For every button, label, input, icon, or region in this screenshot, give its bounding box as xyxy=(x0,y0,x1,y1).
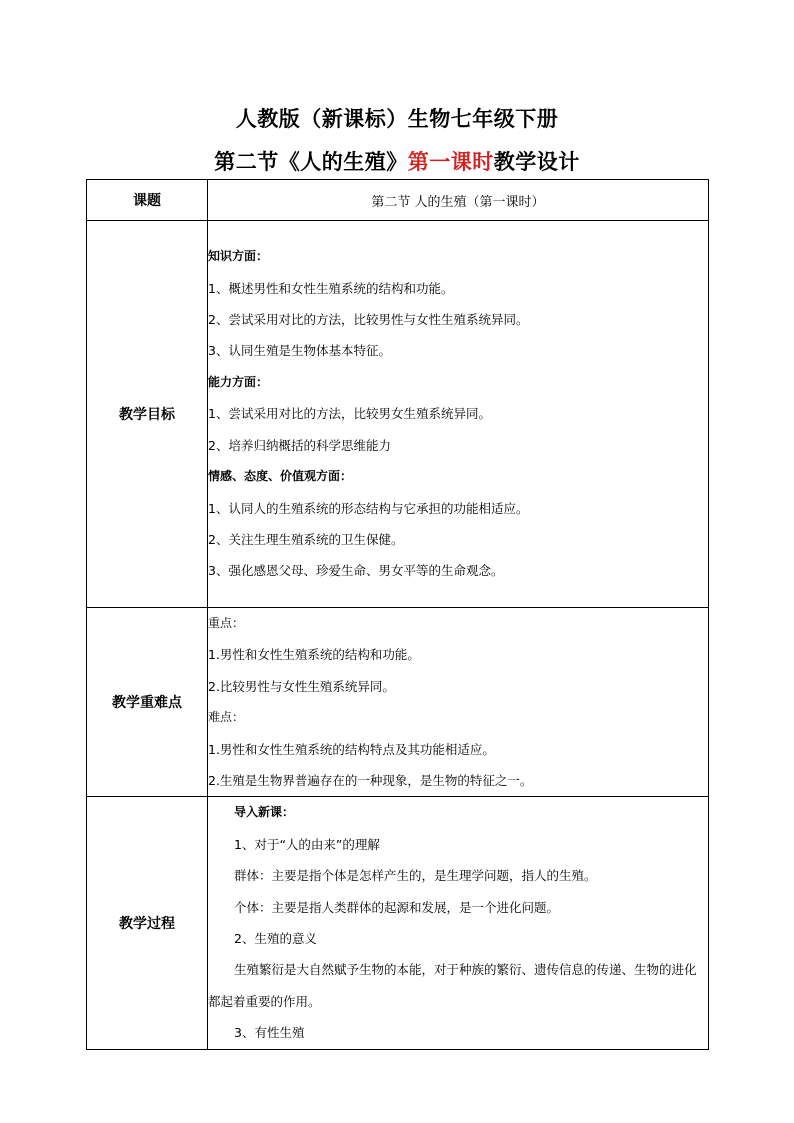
process-row xyxy=(87,797,709,1049)
topic-value: 第二节 人的生殖（第一课时） xyxy=(208,180,709,221)
objectives-label: 教学目标 xyxy=(87,221,208,608)
process-paragraph: 生殖繁衍是大自然赋予生物的本能，对于种族的繁衍、遗传信息的传递、生物的进化都起着重要的作用。 xyxy=(208,962,697,1009)
ability-item: 2、培养归纳概括的科学思维能力 xyxy=(208,437,391,453)
process-content xyxy=(208,797,709,1049)
difficult-heading: 难点： xyxy=(208,710,245,725)
process-item: 3、有性生殖 xyxy=(234,1025,305,1041)
subtitle-prefix: 第二节《人的生殖》 xyxy=(214,150,408,174)
difficult-item: 2.生殖是生物界普遍存在的一种现象，是生物的特征之一。 xyxy=(208,773,533,789)
process-item: 2、生殖的意义 xyxy=(234,931,317,947)
subtitle-highlight: 第一课时 xyxy=(407,150,494,174)
knowledge-item: 3、认同生殖是生物体基本特征。 xyxy=(208,343,391,359)
intro-heading: 导入新课： xyxy=(234,805,295,820)
topic-label: 课题 xyxy=(87,180,208,221)
difficult-item: 1.男性和女性生殖系统的结构特点及其功能相适应。 xyxy=(208,741,495,757)
attitude-heading: 情感、态度、价值观方面： xyxy=(208,469,353,484)
lesson-plan-table xyxy=(86,179,709,1050)
knowledge-item: 1、概述男性和女性生殖系统的结构和功能。 xyxy=(208,280,454,296)
document-title: 人教版（新课标）生物七年级下册 xyxy=(235,107,559,131)
key-item: 1.男性和女性生殖系统的结构和功能。 xyxy=(208,647,420,663)
attitude-item: 3、强化感恩父母、珍爱生命、男女平等的生命观念。 xyxy=(208,563,504,579)
key-points-content xyxy=(208,608,709,797)
process-label: 教学过程 xyxy=(87,797,208,1049)
attitude-item: 2、关注生理生殖系统的卫生保健。 xyxy=(208,531,404,547)
objectives-content xyxy=(208,221,709,608)
process-text: 群体：主要是指个体是怎样产生的，是生理学问题，指人的生殖。 xyxy=(234,868,597,884)
ability-heading: 能力方面： xyxy=(208,374,269,389)
ability-item: 1、尝试采用对比的方法，比较男女生殖系统异同。 xyxy=(208,406,491,422)
key-points-row xyxy=(87,608,709,797)
process-text: 个体：主要是指人类群体的起源和发展，是一个进化问题。 xyxy=(234,899,560,915)
subtitle-suffix: 教学设计 xyxy=(493,150,580,174)
process-item: 1、对于“人的由来”的理解 xyxy=(234,836,380,852)
objectives-row xyxy=(87,221,709,608)
knowledge-heading: 知识方面： xyxy=(208,249,269,264)
topic-row xyxy=(87,180,709,221)
knowledge-item: 2、尝试采用对比的方法，比较男性与女性生殖系统异同。 xyxy=(208,312,529,328)
attitude-item: 1、认同人的生殖系统的形态结构与它承担的功能相适应。 xyxy=(208,500,529,516)
key-item: 2.比较男性与女性生殖系统异同。 xyxy=(208,678,395,694)
key-heading: 重点： xyxy=(208,616,245,630)
key-points-label: 教学重难点 xyxy=(87,608,208,797)
document-subtitle xyxy=(0,146,794,176)
